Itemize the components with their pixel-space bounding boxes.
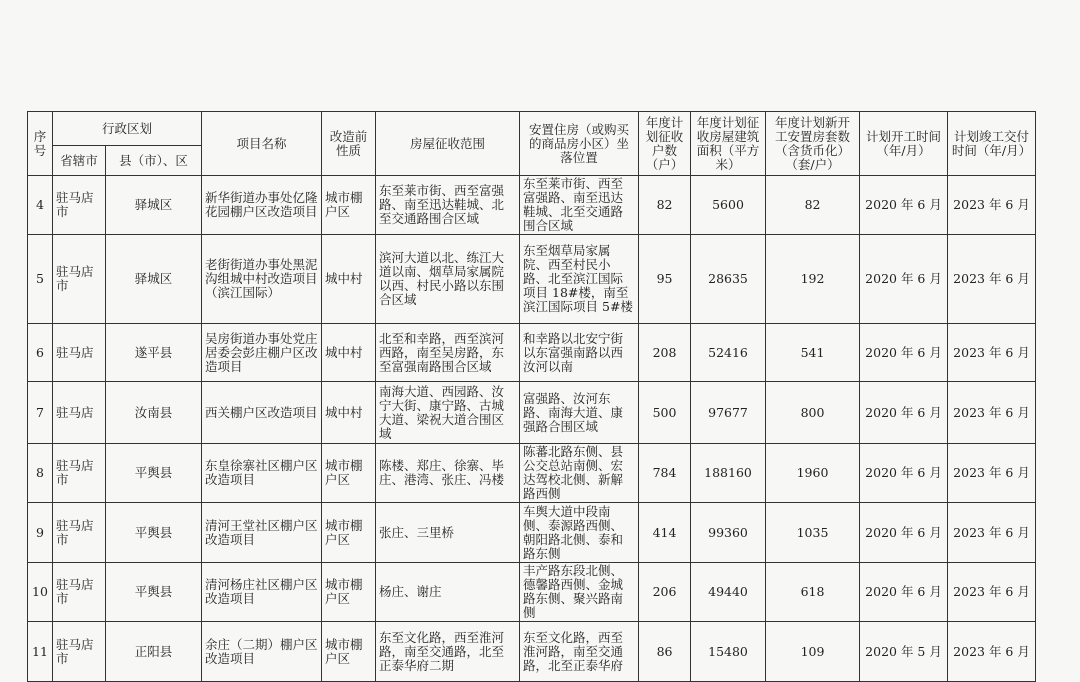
cell-units: 109 [766, 622, 860, 682]
cell-county: 驿城区 [106, 176, 202, 235]
cell-scope: 陈楼、郑庄、徐寨、毕庄、港湾、张庄、冯楼 [376, 444, 520, 503]
cell-nature: 城中村 [322, 324, 376, 382]
cell-units: 800 [766, 382, 860, 444]
cell-finish: 2023 年 6 月 [948, 444, 1036, 503]
header-finish: 计划竣工交付时间（年/月） [948, 112, 1036, 176]
cell-start: 2020 年 6 月 [860, 563, 948, 622]
table-row [28, 324, 1036, 382]
cell-finish: 2023 年 6 月 [948, 503, 1036, 563]
cell-county: 平舆县 [106, 444, 202, 503]
cell-finish: 2023 年 6 月 [948, 176, 1036, 235]
cell-area: 15480 [691, 622, 766, 682]
cell-finish: 2023 年 6 月 [948, 235, 1036, 324]
cell-finish: 2023 年 6 月 [948, 622, 1036, 682]
table-row [28, 444, 1036, 503]
table-row [28, 503, 1036, 563]
cell-project: 清河杨庄社区棚户区改造项目 [202, 563, 322, 622]
header-area: 年度计划征收房屋建筑面积（平方米） [691, 112, 766, 176]
cell-area: 99360 [691, 503, 766, 563]
header-county: 县（市）、区 [106, 146, 202, 176]
cell-start: 2020 年 6 月 [860, 324, 948, 382]
cell-start: 2020 年 6 月 [860, 444, 948, 503]
header-row-1 [28, 112, 1036, 146]
header-admin-region: 行政区划 [53, 112, 202, 146]
cell-households: 414 [639, 503, 691, 563]
cell-project: 余庄（二期）棚户区改造项目 [202, 622, 322, 682]
cell-scope: 张庄、三里桥 [376, 503, 520, 563]
cell-city: 驻马店市 [53, 176, 106, 235]
housing-renovation-table [27, 111, 1036, 682]
cell-project: 老街街道办事处黑泥沟组城中村改造项目（滨江国际） [202, 235, 322, 324]
cell-finish: 2023 年 6 月 [948, 324, 1036, 382]
cell-seq: 5 [28, 235, 53, 324]
table-row [28, 176, 1036, 235]
cell-start: 2020 年 6 月 [860, 503, 948, 563]
cell-county: 汝南县 [106, 382, 202, 444]
cell-project: 东皇徐寨社区棚户区改造项目 [202, 444, 322, 503]
cell-location: 陈蕃北路东侧、县公交总站南侧、宏达驾校北侧、新解路西侧 [520, 444, 639, 503]
header-nature: 改造前性质 [322, 112, 376, 176]
cell-seq: 4 [28, 176, 53, 235]
cell-area: 97677 [691, 382, 766, 444]
cell-scope: 滨河大道以北、练江大道以南、烟草局家属院以西、村民小路以东围合区域 [376, 235, 520, 324]
cell-location: 丰产路东段北侧、德馨路西侧、金城路东侧、聚兴路南侧 [520, 563, 639, 622]
cell-city: 驻马店 [53, 382, 106, 444]
cell-nature: 城中村 [322, 235, 376, 324]
cell-nature: 城市棚户区 [322, 176, 376, 235]
cell-start: 2020 年 6 月 [860, 382, 948, 444]
cell-project: 清河王堂社区棚户区改造项目 [202, 503, 322, 563]
cell-city: 驻马店市 [53, 444, 106, 503]
cell-scope: 东至莱市街、西至富强路、南至迅达鞋城、北至交通路围合区域 [376, 176, 520, 235]
cell-households: 500 [639, 382, 691, 444]
table-row [28, 235, 1036, 324]
cell-city: 驻马店市 [53, 622, 106, 682]
cell-scope: 北至和幸路，西至滨河西路，南至吴房路，东至富强南路围合区域 [376, 324, 520, 382]
header-scope: 房屋征收范围 [376, 112, 520, 176]
cell-start: 2020 年 6 月 [860, 235, 948, 324]
cell-project: 西关棚户区改造项目 [202, 382, 322, 444]
cell-seq: 6 [28, 324, 53, 382]
header-city: 省辖市 [53, 146, 106, 176]
cell-finish: 2023 年 6 月 [948, 563, 1036, 622]
table-row [28, 563, 1036, 622]
cell-area: 52416 [691, 324, 766, 382]
cell-location: 东至莱市街、西至富强路、南至迅达鞋城、北至交通路围合区域 [520, 176, 639, 235]
header-seq: 序号 [28, 112, 53, 176]
cell-households: 95 [639, 235, 691, 324]
cell-scope: 杨庄、谢庄 [376, 563, 520, 622]
cell-nature: 城市棚户区 [322, 622, 376, 682]
cell-finish: 2023 年 6 月 [948, 382, 1036, 444]
cell-households: 206 [639, 563, 691, 622]
cell-units: 192 [766, 235, 860, 324]
cell-location: 东至文化路，西至淮河路，南至交通路，北至正泰华府 [520, 622, 639, 682]
cell-city: 驻马店市 [53, 503, 106, 563]
cell-project: 吴房街道办事处党庄居委会彭庄棚户区改造项目 [202, 324, 322, 382]
cell-county: 遂平县 [106, 324, 202, 382]
cell-county: 驿城区 [106, 235, 202, 324]
cell-seq: 8 [28, 444, 53, 503]
cell-area: 28635 [691, 235, 766, 324]
cell-city: 驻马店市 [53, 235, 106, 324]
cell-nature: 城中村 [322, 382, 376, 444]
cell-area: 49440 [691, 563, 766, 622]
cell-county: 平舆县 [106, 503, 202, 563]
cell-nature: 城市棚户区 [322, 503, 376, 563]
cell-city: 驻马店 [53, 324, 106, 382]
cell-scope: 南海大道、西园路、汝宁大街、康宁路、古城大道、梁祝大道合围区域 [376, 382, 520, 444]
cell-scope: 东至文化路，西至淮河路，南至交通路，北至正泰华府二期 [376, 622, 520, 682]
table-row [28, 622, 1036, 682]
cell-units: 82 [766, 176, 860, 235]
cell-units: 541 [766, 324, 860, 382]
cell-units: 1960 [766, 444, 860, 503]
cell-location: 车舆大道中段南侧、泰源路西侧、朝阳路北侧、泰和路东侧 [520, 503, 639, 563]
cell-county: 正阳县 [106, 622, 202, 682]
cell-area: 5600 [691, 176, 766, 235]
cell-households: 208 [639, 324, 691, 382]
cell-households: 86 [639, 622, 691, 682]
cell-start: 2020 年 5 月 [860, 622, 948, 682]
cell-nature: 城市棚户区 [322, 563, 376, 622]
cell-county: 平舆县 [106, 563, 202, 622]
header-units: 年度计划新开工安置房套数（含货币化）（套/户） [766, 112, 860, 176]
header-households: 年度计划征收户数（户） [639, 112, 691, 176]
cell-seq: 11 [28, 622, 53, 682]
cell-seq: 7 [28, 382, 53, 444]
cell-start: 2020 年 6 月 [860, 176, 948, 235]
header-start: 计划开工时间（年/月） [860, 112, 948, 176]
header-location: 安置住房（或购买的商品房小区）坐落位置 [520, 112, 639, 176]
cell-area: 188160 [691, 444, 766, 503]
cell-city: 驻马店市 [53, 563, 106, 622]
cell-units: 1035 [766, 503, 860, 563]
cell-location: 富强路、汝河东路、南海大道、康强路合围区域 [520, 382, 639, 444]
cell-units: 618 [766, 563, 860, 622]
cell-location: 和幸路以北安宁街以东富强南路以西汝河以南 [520, 324, 639, 382]
cell-seq: 10 [28, 563, 53, 622]
cell-households: 784 [639, 444, 691, 503]
cell-households: 82 [639, 176, 691, 235]
table-row [28, 382, 1036, 444]
cell-seq: 9 [28, 503, 53, 563]
cell-nature: 城市棚户区 [322, 444, 376, 503]
cell-location: 东至烟草局家属院、西至村民小路、北至滨江国际项目 18#楼，南至滨江国际项目 5#楼 [520, 235, 639, 324]
cell-project: 新华街道办事处亿隆花园棚户区改造项目 [202, 176, 322, 235]
header-project: 项目名称 [202, 112, 322, 176]
